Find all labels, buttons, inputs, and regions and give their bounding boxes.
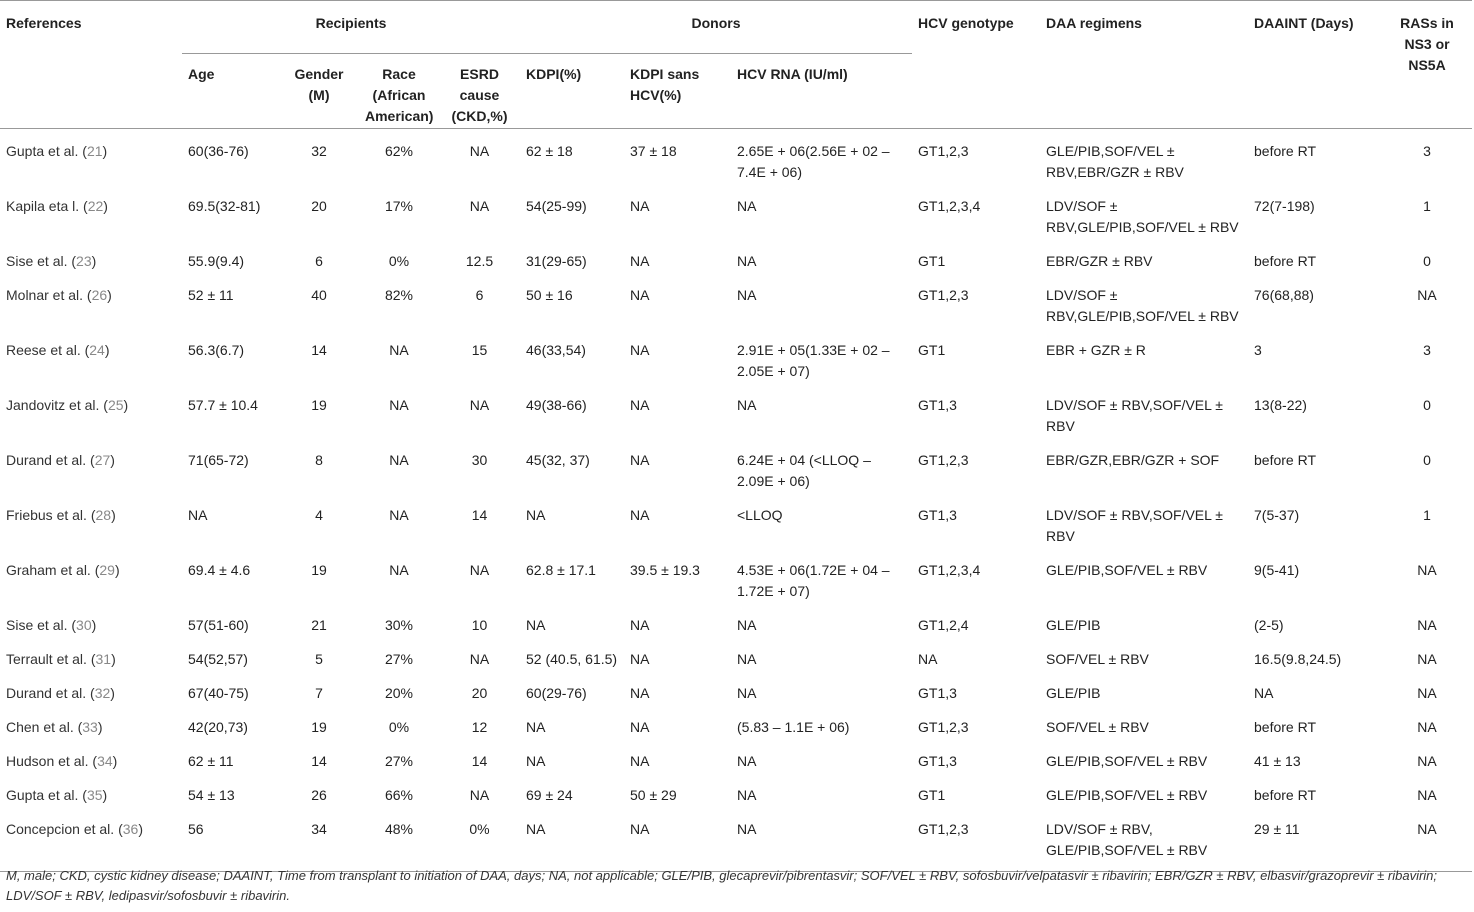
cell-daa-regimens: EBR/GZR ± RBV (1046, 253, 1153, 269)
cell-kdpi: 54(25-99) (526, 198, 587, 214)
cell-esrd: 12.5 (465, 253, 494, 269)
cell-kdpi: NA (526, 753, 546, 769)
cell-race: NA (389, 507, 409, 523)
cell-age: 67(40-75) (188, 685, 249, 701)
cell-age: NA (188, 507, 208, 523)
cell-hcv-rna: NA (737, 821, 757, 837)
cell-esrd: NA (469, 397, 490, 413)
cell-race: 17% (384, 198, 414, 214)
cell-hcv-genotype: GT1,3 (918, 397, 957, 413)
header-row-group (0, 1, 1472, 54)
cell-hcv-rna: NA (737, 198, 757, 214)
cell-reference (0, 129, 182, 187)
cell-kdpi: 31(29-65) (526, 253, 587, 269)
cell-gender: 6 (315, 253, 323, 269)
reference-close: ) (111, 651, 116, 667)
cell-kdpi-sans: NA (630, 507, 650, 523)
cell-age: 54(52,57) (188, 651, 248, 667)
header-donors-label: Donors (691, 15, 741, 31)
cell-gender: 14 (311, 342, 327, 358)
cell-hcv-genotype: GT1,2,3 (918, 287, 969, 303)
cell-hcv-genotype: GT1,3 (918, 753, 957, 769)
reference-close: ) (114, 562, 120, 578)
cell-daa-regimens: LDV/SOF ± RBV, GLE/PIB,SOF/VEL ± RBV (1046, 821, 1208, 858)
cell-esrd: NA (469, 562, 490, 578)
cell-race: 62% (384, 143, 414, 159)
reference-close: ) (123, 397, 129, 413)
cell-reference (0, 241, 182, 275)
cell-gender: 14 (311, 753, 327, 769)
cell-daaint: 16.5(9.8,24.5) (1254, 651, 1342, 667)
cell-gender: 20 (311, 198, 327, 214)
table-row (0, 741, 1472, 775)
cell-daa-regimens: GLE/PIB (1046, 617, 1101, 633)
reference-link[interactable]: 30 (76, 617, 92, 633)
cell-hcv-rna: NA (737, 397, 757, 413)
cell-daaint: 13(8-22) (1254, 397, 1307, 413)
cell-hcv-genotype: GT1,2,3 (918, 719, 969, 735)
cell-age: 71(65-72) (188, 452, 249, 468)
cell-daaint: 29 ± 11 (1254, 821, 1300, 837)
cell-kdpi-sans: NA (630, 198, 650, 214)
header-kdpi-sans: KDPI sans HCV(%) (624, 54, 731, 129)
header-references: References (6, 15, 82, 31)
cell-hcv-genotype: GT1 (918, 787, 946, 803)
header-daaint: DAAINT (Days) (1254, 15, 1354, 31)
cell-race: 27% (384, 651, 414, 667)
reference-author: Durand et al. ( (6, 685, 95, 701)
cell-rass: 0 (1423, 397, 1431, 413)
header-hcv-rna: HCV RNA (IU/ml) (731, 54, 912, 129)
cell-daaint: before RT (1254, 143, 1317, 159)
cell-esrd: 14 (471, 753, 488, 769)
cell-reference (0, 186, 182, 241)
reference-link[interactable]: 35 (86, 787, 103, 803)
cell-daaint: 72(7-198) (1254, 198, 1315, 214)
header-recipients (182, 1, 520, 54)
cell-kdpi-sans: NA (630, 821, 650, 837)
cell-hcv-genotype: GT1 (918, 253, 946, 269)
reference-close: ) (110, 685, 115, 701)
cell-esrd: NA (469, 198, 490, 214)
cell-age: 42(20,73) (188, 719, 248, 735)
cell-kdpi-sans: NA (630, 253, 650, 269)
reference-link[interactable]: 31 (95, 651, 112, 667)
reference-close: ) (102, 787, 108, 803)
cell-reference (0, 605, 182, 639)
reference-close: ) (138, 821, 143, 837)
cell-daa-regimens: LDV/SOF ± RBV,SOF/VEL ± RBV (1046, 507, 1223, 544)
table-row (0, 707, 1472, 741)
cell-kdpi-sans: NA (630, 452, 650, 468)
cell-kdpi: 60(29-76) (526, 685, 587, 701)
cell-reference (0, 330, 182, 385)
cell-esrd: 20 (471, 685, 488, 701)
cell-daa-regimens: GLE/PIB,SOF/VEL ± RBV,EBR/GZR ± RBV (1046, 143, 1184, 180)
cell-race: 66% (384, 787, 414, 803)
reference-link[interactable]: 22 (87, 198, 104, 214)
table-row (0, 495, 1472, 550)
cell-race: 30% (384, 617, 414, 633)
cell-hcv-rna: 2.65E + 06(2.56E + 02 – 7.4E + 06) (737, 143, 890, 180)
cell-daa-regimens: GLE/PIB,SOF/VEL ± RBV (1046, 562, 1208, 578)
table-row (0, 385, 1472, 440)
cell-kdpi: 46(33,54) (526, 342, 586, 358)
cell-daaint: (2-5) (1254, 617, 1284, 633)
cell-daa-regimens: SOF/VEL ± RBV (1046, 719, 1149, 735)
cell-hcv-rna: 4.53E + 06(1.72E + 04 – 1.72E + 07) (737, 562, 890, 599)
cell-reference (0, 495, 182, 550)
cell-hcv-rna: NA (737, 753, 757, 769)
cell-rass: NA (1417, 685, 1437, 701)
reference-close: ) (91, 617, 97, 633)
reference-author: Durand et al. ( (6, 452, 95, 468)
reference-link[interactable]: 24 (89, 342, 105, 358)
cell-kdpi-sans: NA (630, 617, 650, 633)
cell-rass: NA (1417, 562, 1437, 578)
cell-age: 52 ± 11 (188, 287, 234, 303)
reference-close: ) (91, 253, 97, 269)
cell-esrd: NA (469, 651, 490, 667)
cell-age: 57(51-60) (188, 617, 249, 633)
cell-daaint: before RT (1254, 719, 1317, 735)
cell-rass: NA (1417, 651, 1437, 667)
reference-author: Concepcion et al. ( (6, 821, 123, 837)
cell-esrd: 30 (471, 452, 488, 468)
cell-daaint: before RT (1254, 787, 1317, 803)
cell-gender: 19 (311, 719, 327, 735)
cell-hcv-rna: NA (737, 253, 757, 269)
cell-race: 0% (388, 253, 410, 269)
reference-link[interactable]: 29 (99, 562, 115, 578)
cell-race: 27% (384, 753, 414, 769)
cell-kdpi-sans: NA (630, 719, 650, 735)
cell-hcv-genotype: GT1,2,3,4 (918, 562, 981, 578)
cell-kdpi: 52 (40.5, 61.5) (526, 651, 618, 667)
table-row (0, 605, 1472, 639)
cell-kdpi-sans: 50 ± 29 (630, 787, 677, 803)
cell-age: 56 (188, 821, 204, 837)
cell-hcv-rna: NA (737, 287, 757, 303)
table-row (0, 186, 1472, 241)
cell-daaint: 76(68,88) (1254, 287, 1314, 303)
table-row (0, 330, 1472, 385)
reference-link[interactable]: 27 (94, 452, 111, 468)
table-row (0, 241, 1472, 275)
cell-gender: 19 (311, 397, 327, 413)
cell-kdpi: 62.8 ± 17.1 (526, 562, 596, 578)
cell-reference (0, 440, 182, 495)
reference-close: ) (103, 198, 108, 214)
cell-kdpi: 62 ± 18 (526, 143, 573, 159)
cell-daa-regimens: SOF/VEL ± RBV (1046, 651, 1149, 667)
reference-author: Kapila eta l. ( (6, 198, 88, 214)
cell-gender: 32 (311, 143, 327, 159)
cell-hcv-genotype: GT1,2,3,4 (918, 198, 981, 214)
cell-reference (0, 639, 182, 673)
cell-race: NA (389, 342, 409, 358)
cell-hcv-rna: 6.24E + 04 (<LLOQ – 2.09E + 06) (737, 452, 871, 489)
header-donors (520, 1, 912, 54)
header-gender: Gender (M) (279, 54, 359, 129)
cell-daa-regimens: GLE/PIB,SOF/VEL ± RBV (1046, 753, 1208, 769)
cell-hcv-rna: <LLOQ (737, 507, 783, 523)
header-recipients-label: Recipients (315, 15, 387, 31)
cell-kdpi: 49(38-66) (526, 397, 587, 413)
cell-kdpi: 45(32, 37) (526, 452, 590, 468)
cell-hcv-rna: NA (737, 651, 757, 667)
reference-author: Sise et al. ( (6, 617, 77, 633)
reference-close: ) (107, 287, 112, 303)
cell-reference (0, 741, 182, 775)
cell-race: 0% (388, 719, 410, 735)
cell-kdpi: NA (526, 719, 546, 735)
cell-age: 60(36-76) (188, 143, 249, 159)
cell-esrd: 15 (471, 342, 488, 358)
cell-reference (0, 385, 182, 440)
cell-age: 56.3(6.7) (188, 342, 245, 358)
cell-kdpi: NA (526, 821, 546, 837)
cell-reference (0, 673, 182, 707)
cell-hcv-genotype: GT1 (918, 342, 946, 358)
cell-esrd: 6 (475, 287, 484, 303)
table-row (0, 809, 1472, 872)
cell-gender: 40 (311, 287, 327, 303)
table-row (0, 775, 1472, 809)
cell-rass: NA (1417, 753, 1437, 769)
reference-close: ) (104, 342, 110, 358)
cell-kdpi-sans: NA (630, 753, 650, 769)
reference-author: Molnar et al. ( (6, 287, 92, 303)
cell-daaint: 7(5-37) (1254, 507, 1300, 523)
reference-link[interactable]: 25 (107, 397, 124, 413)
cell-race: NA (389, 452, 409, 468)
cell-rass: 0 (1423, 452, 1431, 468)
header-race: Race (African American) (359, 54, 439, 129)
cell-daa-regimens: LDV/SOF ± RBV,SOF/VEL ± RBV (1046, 397, 1223, 434)
cell-daa-regimens: GLE/PIB,SOF/VEL ± RBV (1046, 787, 1208, 803)
cell-kdpi: NA (526, 507, 546, 523)
cell-hcv-rna: 2.91E + 05(1.33E + 02 – 2.05E + 07) (737, 342, 890, 379)
header-kdpi: KDPI(%) (520, 54, 624, 129)
cell-rass: NA (1417, 821, 1437, 837)
reference-close: ) (112, 753, 118, 769)
header-age: Age (182, 54, 279, 129)
cell-kdpi-sans: NA (630, 397, 650, 413)
cell-daaint: 3 (1254, 342, 1262, 358)
cell-hcv-rna: NA (737, 685, 757, 701)
cell-hcv-genotype: GT1,3 (918, 507, 957, 523)
cell-rass: NA (1417, 617, 1437, 633)
cell-race: 20% (384, 685, 414, 701)
cell-race: NA (389, 562, 409, 578)
cell-gender: 5 (315, 651, 323, 667)
reference-author: Jandovitz et al. ( (6, 397, 108, 413)
header-hcv-genotype: HCV genotype (918, 15, 1014, 31)
reference-close: ) (110, 452, 115, 468)
table-row (0, 673, 1472, 707)
reference-link[interactable]: 36 (122, 821, 139, 837)
cell-kdpi-sans: 37 ± 18 (630, 143, 677, 159)
cell-rass: 3 (1423, 342, 1431, 358)
cell-rass: 1 (1423, 198, 1431, 214)
header-daa-regimens: DAA regimens (1046, 15, 1142, 31)
cell-age: 69.5(32-81) (188, 198, 261, 214)
cell-kdpi-sans: NA (630, 685, 650, 701)
table-row (0, 129, 1472, 187)
cell-reference (0, 775, 182, 809)
cell-hcv-rna: NA (737, 617, 757, 633)
cell-reference (0, 275, 182, 330)
reference-close: ) (102, 143, 108, 159)
cell-age: 57.7 ± 10.4 (188, 397, 258, 413)
reference-author: Friebus et al. ( (6, 507, 96, 523)
cell-reference (0, 809, 182, 872)
cell-gender: 8 (315, 452, 323, 468)
cell-daa-regimens: EBR + GZR ± R (1046, 342, 1146, 358)
reference-link[interactable]: 33 (82, 719, 98, 735)
cell-daa-regimens: EBR/GZR,EBR/GZR + SOF (1046, 452, 1220, 468)
cell-daa-regimens: LDV/SOF ± RBV,GLE/PIB,SOF/VEL ± RBV (1046, 198, 1239, 235)
cell-daaint: NA (1254, 685, 1274, 701)
cell-daa-regimens: GLE/PIB (1046, 685, 1101, 701)
cell-hcv-genotype: GT1,2,3 (918, 821, 969, 837)
reference-link[interactable]: 21 (86, 143, 103, 159)
cell-hcv-rna: NA (737, 787, 757, 803)
cell-rass: NA (1417, 287, 1437, 303)
cell-gender: 19 (311, 562, 327, 578)
reference-author: Gupta et al. ( (6, 143, 87, 159)
reference-link[interactable]: 26 (91, 287, 108, 303)
cell-kdpi: NA (526, 617, 546, 633)
cell-hcv-genotype: NA (918, 651, 938, 667)
cell-hcv-rna: (5.83 – 1.1E + 06) (737, 719, 850, 735)
cell-hcv-genotype: GT1,2,3 (918, 452, 969, 468)
cell-hcv-genotype: GT1,3 (918, 685, 957, 701)
cell-rass: 1 (1423, 507, 1431, 523)
cell-race: 48% (384, 821, 414, 837)
cell-race: NA (389, 397, 409, 413)
reference-link[interactable]: 23 (76, 253, 92, 269)
cell-gender: 4 (315, 507, 323, 523)
cell-esrd: 14 (471, 507, 488, 523)
cell-reference (0, 707, 182, 741)
cell-gender: 34 (311, 821, 327, 837)
table-row (0, 275, 1472, 330)
header-rass: RASs in NS3 or NS5A (1400, 15, 1454, 73)
cell-esrd: 0% (469, 821, 490, 837)
reference-author: Reese et al. ( (6, 342, 90, 358)
table-row (0, 550, 1472, 605)
cell-daaint: 9(5-41) (1254, 562, 1300, 578)
cell-reference (0, 550, 182, 605)
cell-daa-regimens: LDV/SOF ± RBV,GLE/PIB,SOF/VEL ± RBV (1046, 287, 1239, 324)
cell-kdpi: 69 ± 24 (526, 787, 573, 803)
cell-gender: 26 (311, 787, 327, 803)
reference-author: Terrault et al. ( (6, 651, 96, 667)
reference-link[interactable]: 28 (95, 507, 112, 523)
cell-rass: 3 (1423, 143, 1431, 159)
cell-daaint: 41 ± 13 (1254, 753, 1301, 769)
reference-author: Graham et al. ( (6, 562, 100, 578)
cell-hcv-genotype: GT1,2,3 (918, 143, 969, 159)
cell-age: 55.9(9.4) (188, 253, 245, 269)
reference-link[interactable]: 34 (97, 753, 113, 769)
reference-author: Gupta et al. ( (6, 787, 87, 803)
reference-author: Chen et al. ( (6, 719, 83, 735)
cell-kdpi-sans: 39.5 ± 19.3 (630, 562, 700, 578)
reference-author: Hudson et al. ( (6, 753, 98, 769)
cell-gender: 7 (315, 685, 323, 701)
cell-race: 82% (384, 287, 414, 303)
cell-rass: NA (1417, 719, 1437, 735)
cell-kdpi-sans: NA (630, 287, 650, 303)
cell-rass: 0 (1423, 253, 1431, 269)
cell-age: 62 ± 11 (188, 753, 234, 769)
reference-author: Sise et al. ( (6, 253, 77, 269)
table-body (0, 129, 1472, 872)
table-row (0, 440, 1472, 495)
cell-rass: NA (1417, 787, 1437, 803)
reference-close: ) (111, 507, 116, 523)
cell-age: 69.4 ± 4.6 (188, 562, 251, 578)
cell-kdpi: 50 ± 16 (526, 287, 573, 303)
cell-hcv-genotype: GT1,2,4 (918, 617, 969, 633)
table-row (0, 639, 1472, 673)
cell-esrd: 10 (471, 617, 488, 633)
reference-link[interactable]: 32 (94, 685, 111, 701)
cell-age: 54 ± 13 (188, 787, 235, 803)
cell-daaint: before RT (1254, 452, 1317, 468)
cell-esrd: NA (469, 143, 490, 159)
reference-close: ) (97, 719, 103, 735)
table-footnote: M, male; CKD, cystic kidney disease; DAAINT, Time from transplant to initiation of DAA, days; NA, not applicable; GLE/PIB, glecaprevir/pibrentasvir; SOF/VEL ± RBV, sofosbuvir/velpatasvir ± ribavirin; EBR/GZR ± RBV, elbasvir/grazoprevir ± ribavirin; LDV/SOF ± RBV, ledipasvir/sofosbuvir ± ribavirin. (6, 868, 1438, 903)
cell-kdpi-sans: NA (630, 651, 650, 667)
cell-esrd: NA (469, 787, 490, 803)
cell-kdpi-sans: NA (630, 342, 650, 358)
cell-daaint: before RT (1254, 253, 1317, 269)
cell-esrd: 12 (471, 719, 488, 735)
cell-gender: 21 (311, 617, 327, 633)
header-esrd: ESRD cause (CKD,%) (439, 54, 520, 129)
